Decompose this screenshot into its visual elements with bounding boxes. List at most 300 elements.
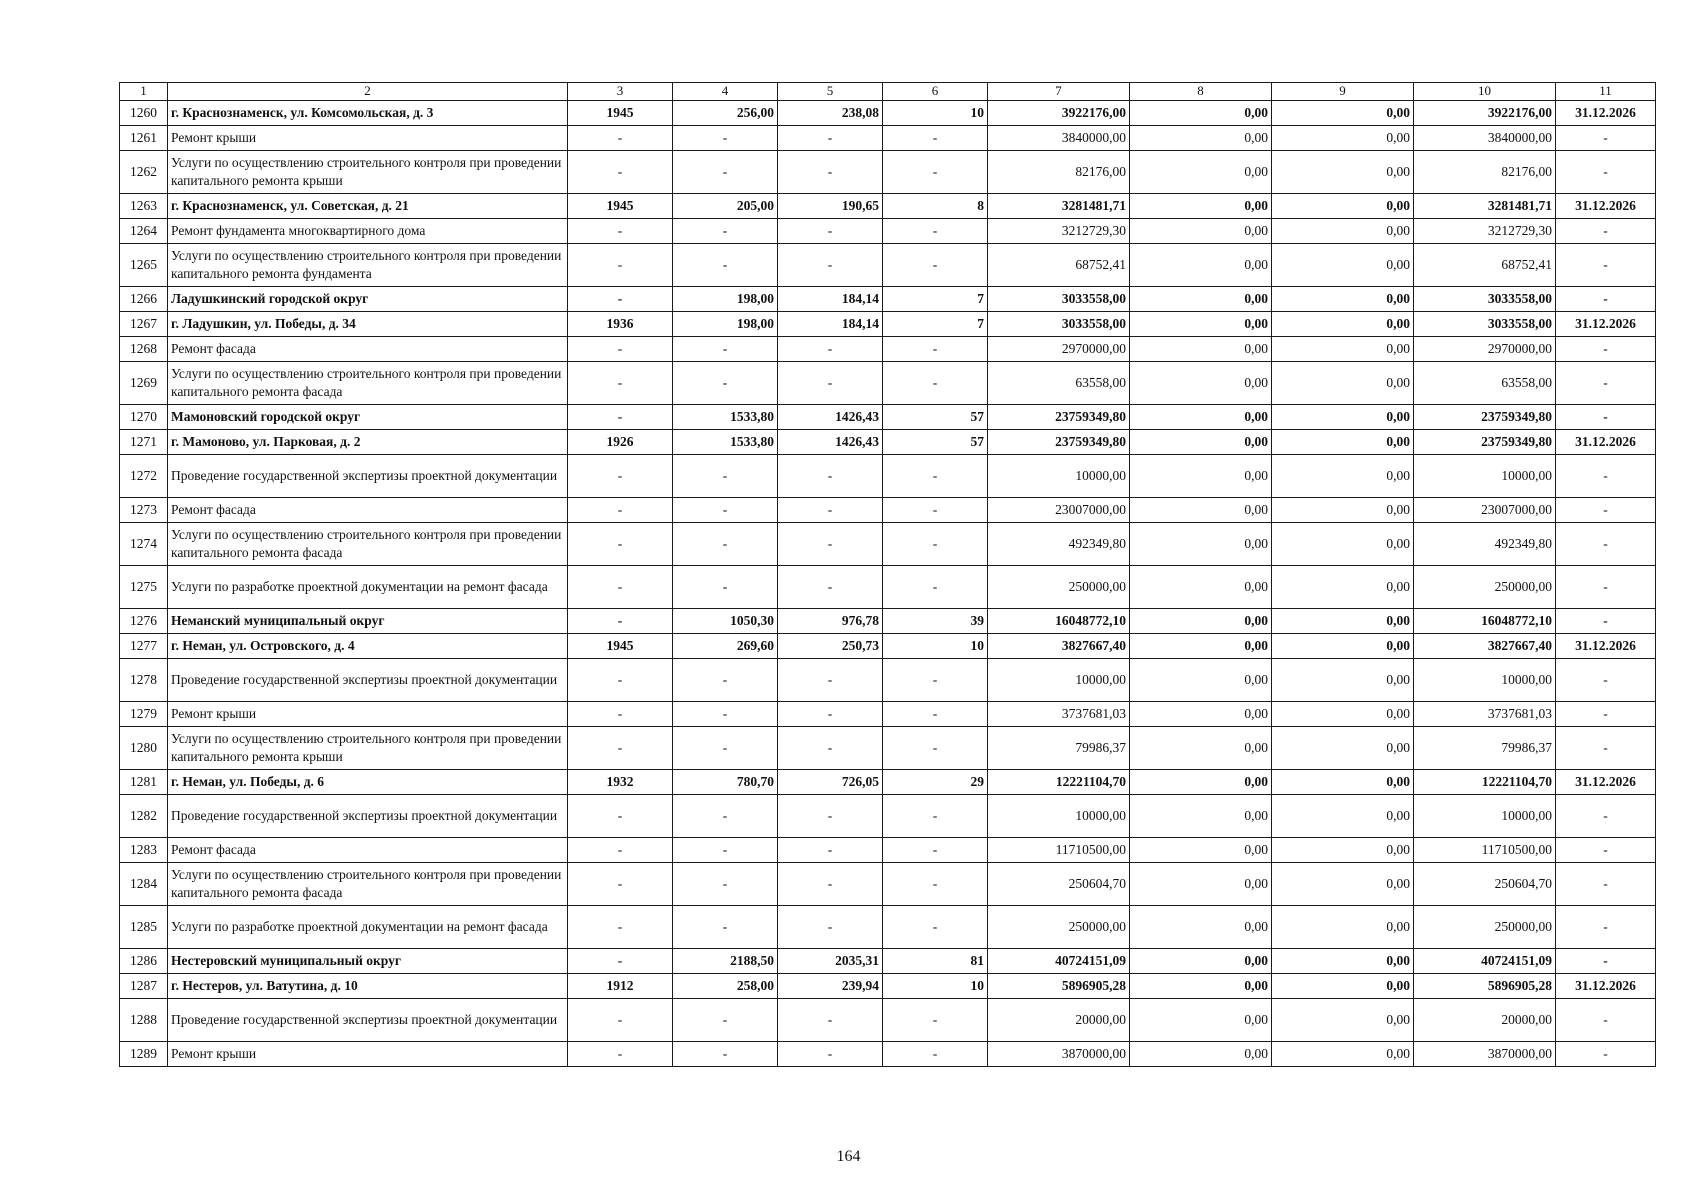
owner-funds-cell: 10000,00 (1414, 659, 1556, 702)
residential-area-cell: - (778, 219, 883, 244)
total-cost-cell: 10000,00 (988, 659, 1130, 702)
column-number-cell: 3 (568, 83, 673, 101)
completion-date-cell: 31.12.2026 (1556, 974, 1656, 999)
completion-date-cell: - (1556, 838, 1656, 863)
item-name-cell: г. Мамоново, ул. Парковая, д. 2 (168, 430, 568, 455)
regional-funds-cell: 0,00 (1272, 405, 1414, 430)
regional-funds-cell: 0,00 (1272, 194, 1414, 219)
total-area-cell: - (673, 244, 778, 287)
total-cost-cell: 23759349,80 (988, 405, 1130, 430)
completion-date-cell: - (1556, 795, 1656, 838)
total-cost-cell: 2970000,00 (988, 337, 1130, 362)
item-name-cell: Услуги по осуществлению строительного контроля при проведении капитального ремонта фундамента (168, 244, 568, 287)
row-index-cell: 1287 (120, 974, 168, 999)
table-row (120, 634, 1656, 659)
federal-funds-cell: 0,00 (1130, 312, 1272, 337)
owner-funds-cell: 11710500,00 (1414, 838, 1556, 863)
column-number-cell: 10 (1414, 83, 1556, 101)
regional-funds-cell: 0,00 (1272, 949, 1414, 974)
federal-funds-cell: 0,00 (1130, 337, 1272, 362)
residential-area-cell: 184,14 (778, 287, 883, 312)
total-cost-cell: 16048772,10 (988, 609, 1130, 634)
item-name-cell: Ремонт фасада (168, 337, 568, 362)
residential-area-cell: - (778, 523, 883, 566)
year-built-cell: - (568, 702, 673, 727)
total-area-cell: - (673, 498, 778, 523)
residents-count-cell: - (883, 362, 988, 405)
total-area-cell: - (673, 455, 778, 498)
residents-count-cell: 29 (883, 770, 988, 795)
column-number-cell: 6 (883, 83, 988, 101)
year-built-cell: - (568, 727, 673, 770)
item-name-cell: Проведение государственной экспертизы проектной документации (168, 659, 568, 702)
total-cost-cell: 3870000,00 (988, 1042, 1130, 1067)
completion-date-cell: - (1556, 1042, 1656, 1067)
regional-funds-cell: 0,00 (1272, 702, 1414, 727)
year-built-cell: - (568, 498, 673, 523)
regional-funds-cell: 0,00 (1272, 566, 1414, 609)
row-index-cell: 1280 (120, 727, 168, 770)
item-name-cell: Проведение государственной экспертизы проектной документации (168, 795, 568, 838)
residents-count-cell: 7 (883, 312, 988, 337)
regional-funds-cell: 0,00 (1272, 1042, 1414, 1067)
total-area-cell: - (673, 337, 778, 362)
total-area-cell: 780,70 (673, 770, 778, 795)
table-row (120, 498, 1656, 523)
residential-area-cell: 250,73 (778, 634, 883, 659)
year-built-cell: - (568, 1042, 673, 1067)
item-name-cell: г. Нестеров, ул. Ватутина, д. 10 (168, 974, 568, 999)
owner-funds-cell: 82176,00 (1414, 151, 1556, 194)
owner-funds-cell: 16048772,10 (1414, 609, 1556, 634)
row-index-cell: 1278 (120, 659, 168, 702)
regional-funds-cell: 0,00 (1272, 659, 1414, 702)
owner-funds-cell: 250604,70 (1414, 863, 1556, 906)
total-area-cell: - (673, 838, 778, 863)
residents-count-cell: - (883, 151, 988, 194)
row-index-cell: 1288 (120, 999, 168, 1042)
federal-funds-cell: 0,00 (1130, 634, 1272, 659)
year-built-cell: - (568, 151, 673, 194)
regional-funds-cell: 0,00 (1272, 634, 1414, 659)
owner-funds-cell: 79986,37 (1414, 727, 1556, 770)
total-cost-cell: 63558,00 (988, 362, 1130, 405)
residents-count-cell: - (883, 1042, 988, 1067)
table-row (120, 194, 1656, 219)
residential-area-cell: - (778, 151, 883, 194)
residential-area-cell: - (778, 795, 883, 838)
item-name-cell: Услуги по осуществлению строительного контроля при проведении капитального ремонта фасада (168, 523, 568, 566)
owner-funds-cell: 3737681,03 (1414, 702, 1556, 727)
owner-funds-cell: 23759349,80 (1414, 405, 1556, 430)
year-built-cell: - (568, 906, 673, 949)
total-cost-cell: 5896905,28 (988, 974, 1130, 999)
total-area-cell: 1050,30 (673, 609, 778, 634)
owner-funds-cell: 250000,00 (1414, 906, 1556, 949)
year-built-cell: - (568, 126, 673, 151)
completion-date-cell: 31.12.2026 (1556, 634, 1656, 659)
row-index-cell: 1269 (120, 362, 168, 405)
federal-funds-cell: 0,00 (1130, 244, 1272, 287)
residential-area-cell: 190,65 (778, 194, 883, 219)
residents-count-cell: 39 (883, 609, 988, 634)
table-row (120, 523, 1656, 566)
owner-funds-cell: 3033558,00 (1414, 287, 1556, 312)
year-built-cell: - (568, 863, 673, 906)
residential-area-cell: - (778, 455, 883, 498)
residents-count-cell: - (883, 999, 988, 1042)
table-row (120, 101, 1656, 126)
completion-date-cell: - (1556, 863, 1656, 906)
federal-funds-cell: 0,00 (1130, 999, 1272, 1042)
residents-count-cell: 57 (883, 405, 988, 430)
owner-funds-cell: 3870000,00 (1414, 1042, 1556, 1067)
table-row (120, 219, 1656, 244)
item-name-cell: г. Ладушкин, ул. Победы, д. 34 (168, 312, 568, 337)
owner-funds-cell: 10000,00 (1414, 795, 1556, 838)
residential-area-cell: 726,05 (778, 770, 883, 795)
total-area-cell: - (673, 659, 778, 702)
table-row (120, 287, 1656, 312)
residential-area-cell: 184,14 (778, 312, 883, 337)
residential-area-cell: - (778, 838, 883, 863)
total-area-cell: - (673, 523, 778, 566)
total-cost-cell: 3827667,40 (988, 634, 1130, 659)
federal-funds-cell: 0,00 (1130, 659, 1272, 702)
residential-area-cell: - (778, 337, 883, 362)
owner-funds-cell: 3922176,00 (1414, 101, 1556, 126)
residential-area-cell: - (778, 906, 883, 949)
residential-area-cell: - (778, 498, 883, 523)
item-name-cell: Проведение государственной экспертизы проектной документации (168, 455, 568, 498)
total-cost-cell: 250000,00 (988, 906, 1130, 949)
total-area-cell: 205,00 (673, 194, 778, 219)
year-built-cell: - (568, 795, 673, 838)
item-name-cell: г. Краснознаменск, ул. Советская, д. 21 (168, 194, 568, 219)
federal-funds-cell: 0,00 (1130, 566, 1272, 609)
year-built-cell: 1912 (568, 974, 673, 999)
completion-date-cell: 31.12.2026 (1556, 194, 1656, 219)
column-number-cell: 7 (988, 83, 1130, 101)
residents-count-cell: - (883, 498, 988, 523)
year-built-cell: - (568, 287, 673, 312)
regional-funds-cell: 0,00 (1272, 244, 1414, 287)
residents-count-cell: - (883, 219, 988, 244)
item-name-cell: Неманский муниципальный округ (168, 609, 568, 634)
item-name-cell: г. Неман, ул. Победы, д. 6 (168, 770, 568, 795)
residents-count-cell: - (883, 795, 988, 838)
table-row (120, 838, 1656, 863)
regional-funds-cell: 0,00 (1272, 838, 1414, 863)
table-row (120, 566, 1656, 609)
federal-funds-cell: 0,00 (1130, 455, 1272, 498)
year-built-cell: - (568, 659, 673, 702)
completion-date-cell: - (1556, 702, 1656, 727)
residents-count-cell: 10 (883, 101, 988, 126)
owner-funds-cell: 12221104,70 (1414, 770, 1556, 795)
total-cost-cell: 11710500,00 (988, 838, 1130, 863)
residents-count-cell: - (883, 727, 988, 770)
total-area-cell: - (673, 999, 778, 1042)
total-cost-cell: 40724151,09 (988, 949, 1130, 974)
table-row (120, 974, 1656, 999)
page-number: 164 (836, 1148, 861, 1165)
table-row (120, 863, 1656, 906)
table-row (120, 795, 1656, 838)
row-index-cell: 1261 (120, 126, 168, 151)
column-number-cell: 2 (168, 83, 568, 101)
item-name-cell: Ремонт фундамента многоквартирного дома (168, 219, 568, 244)
total-area-cell: 258,00 (673, 974, 778, 999)
year-built-cell: 1932 (568, 770, 673, 795)
federal-funds-cell: 0,00 (1130, 405, 1272, 430)
column-number-row (120, 83, 1656, 101)
item-name-cell: г. Краснознаменск, ул. Комсомольская, д. 3 (168, 101, 568, 126)
regional-funds-cell: 0,00 (1272, 795, 1414, 838)
total-area-cell: - (673, 1042, 778, 1067)
total-cost-cell: 12221104,70 (988, 770, 1130, 795)
owner-funds-cell: 40724151,09 (1414, 949, 1556, 974)
regional-funds-cell: 0,00 (1272, 863, 1414, 906)
year-built-cell: 1945 (568, 634, 673, 659)
table-row (120, 337, 1656, 362)
total-area-cell: - (673, 863, 778, 906)
total-area-cell: - (673, 566, 778, 609)
residential-area-cell: - (778, 702, 883, 727)
regional-funds-cell: 0,00 (1272, 498, 1414, 523)
completion-date-cell: 31.12.2026 (1556, 430, 1656, 455)
table-row (120, 430, 1656, 455)
residents-count-cell: - (883, 126, 988, 151)
residents-count-cell: - (883, 455, 988, 498)
residents-count-cell: - (883, 838, 988, 863)
row-index-cell: 1273 (120, 498, 168, 523)
row-index-cell: 1282 (120, 795, 168, 838)
federal-funds-cell: 0,00 (1130, 863, 1272, 906)
regional-funds-cell: 0,00 (1272, 362, 1414, 405)
residential-area-cell: - (778, 727, 883, 770)
federal-funds-cell: 0,00 (1130, 151, 1272, 194)
residents-count-cell: 8 (883, 194, 988, 219)
year-built-cell: - (568, 219, 673, 244)
total-cost-cell: 3033558,00 (988, 312, 1130, 337)
table-row (120, 244, 1656, 287)
total-area-cell: - (673, 702, 778, 727)
total-area-cell: - (673, 906, 778, 949)
federal-funds-cell: 0,00 (1130, 838, 1272, 863)
total-area-cell: 1533,80 (673, 405, 778, 430)
total-cost-cell: 3281481,71 (988, 194, 1130, 219)
table-row (120, 702, 1656, 727)
year-built-cell: - (568, 609, 673, 634)
federal-funds-cell: 0,00 (1130, 126, 1272, 151)
owner-funds-cell: 23007000,00 (1414, 498, 1556, 523)
row-index-cell: 1284 (120, 863, 168, 906)
residential-area-cell: 976,78 (778, 609, 883, 634)
year-built-cell: - (568, 337, 673, 362)
residential-area-cell: - (778, 244, 883, 287)
item-name-cell: Ремонт фасада (168, 498, 568, 523)
residential-area-cell: - (778, 126, 883, 151)
federal-funds-cell: 0,00 (1130, 430, 1272, 455)
completion-date-cell: 31.12.2026 (1556, 770, 1656, 795)
completion-date-cell: - (1556, 727, 1656, 770)
residents-count-cell: 7 (883, 287, 988, 312)
owner-funds-cell: 2970000,00 (1414, 337, 1556, 362)
owner-funds-cell: 20000,00 (1414, 999, 1556, 1042)
row-index-cell: 1260 (120, 101, 168, 126)
total-area-cell: 198,00 (673, 312, 778, 337)
residents-count-cell: 10 (883, 974, 988, 999)
completion-date-cell: - (1556, 362, 1656, 405)
residents-count-cell: - (883, 906, 988, 949)
completion-date-cell: - (1556, 566, 1656, 609)
item-name-cell: Ремонт крыши (168, 126, 568, 151)
residents-count-cell: - (883, 337, 988, 362)
total-area-cell: - (673, 219, 778, 244)
total-cost-cell: 20000,00 (988, 999, 1130, 1042)
federal-funds-cell: 0,00 (1130, 194, 1272, 219)
completion-date-cell: - (1556, 337, 1656, 362)
owner-funds-cell: 3212729,30 (1414, 219, 1556, 244)
table-row (120, 770, 1656, 795)
regional-funds-cell: 0,00 (1272, 974, 1414, 999)
year-built-cell: - (568, 523, 673, 566)
year-built-cell: - (568, 838, 673, 863)
completion-date-cell: - (1556, 151, 1656, 194)
owner-funds-cell: 3840000,00 (1414, 126, 1556, 151)
total-area-cell: 198,00 (673, 287, 778, 312)
total-cost-cell: 492349,80 (988, 523, 1130, 566)
table-row (120, 362, 1656, 405)
row-index-cell: 1285 (120, 906, 168, 949)
regional-funds-cell: 0,00 (1272, 999, 1414, 1042)
owner-funds-cell: 3281481,71 (1414, 194, 1556, 219)
federal-funds-cell: 0,00 (1130, 287, 1272, 312)
regional-funds-cell: 0,00 (1272, 770, 1414, 795)
table-row (120, 151, 1656, 194)
regional-funds-cell: 0,00 (1272, 455, 1414, 498)
owner-funds-cell: 63558,00 (1414, 362, 1556, 405)
table-row (120, 949, 1656, 974)
total-cost-cell: 79986,37 (988, 727, 1130, 770)
residents-count-cell: - (883, 244, 988, 287)
table-row (120, 455, 1656, 498)
residents-count-cell: 81 (883, 949, 988, 974)
item-name-cell: г. Неман, ул. Островского, д. 4 (168, 634, 568, 659)
residential-area-cell: 2035,31 (778, 949, 883, 974)
row-index-cell: 1262 (120, 151, 168, 194)
row-index-cell: 1275 (120, 566, 168, 609)
federal-funds-cell: 0,00 (1130, 727, 1272, 770)
year-built-cell: 1945 (568, 101, 673, 126)
residential-area-cell: - (778, 863, 883, 906)
total-cost-cell: 3840000,00 (988, 126, 1130, 151)
federal-funds-cell: 0,00 (1130, 702, 1272, 727)
table-row (120, 659, 1656, 702)
item-name-cell: Ремонт крыши (168, 702, 568, 727)
residents-count-cell: - (883, 659, 988, 702)
year-built-cell: - (568, 949, 673, 974)
federal-funds-cell: 0,00 (1130, 770, 1272, 795)
total-cost-cell: 3033558,00 (988, 287, 1130, 312)
total-area-cell: - (673, 727, 778, 770)
item-name-cell: Проведение государственной экспертизы проектной документации (168, 999, 568, 1042)
row-index-cell: 1267 (120, 312, 168, 337)
total-cost-cell: 23007000,00 (988, 498, 1130, 523)
federal-funds-cell: 0,00 (1130, 523, 1272, 566)
item-name-cell: Ладушкинский городской округ (168, 287, 568, 312)
completion-date-cell: - (1556, 949, 1656, 974)
residents-count-cell: 10 (883, 634, 988, 659)
table-row (120, 609, 1656, 634)
total-area-cell: 1533,80 (673, 430, 778, 455)
residents-count-cell: - (883, 566, 988, 609)
regional-funds-cell: 0,00 (1272, 906, 1414, 949)
residential-area-cell: - (778, 999, 883, 1042)
year-built-cell: 1945 (568, 194, 673, 219)
completion-date-cell: - (1556, 405, 1656, 430)
regional-funds-cell: 0,00 (1272, 523, 1414, 566)
owner-funds-cell: 3827667,40 (1414, 634, 1556, 659)
regional-funds-cell: 0,00 (1272, 312, 1414, 337)
row-index-cell: 1264 (120, 219, 168, 244)
residents-count-cell: - (883, 863, 988, 906)
completion-date-cell: - (1556, 498, 1656, 523)
completion-date-cell: - (1556, 455, 1656, 498)
year-built-cell: - (568, 455, 673, 498)
item-name-cell: Ремонт крыши (168, 1042, 568, 1067)
column-number-cell: 8 (1130, 83, 1272, 101)
owner-funds-cell: 250000,00 (1414, 566, 1556, 609)
year-built-cell: - (568, 405, 673, 430)
table-row (120, 906, 1656, 949)
year-built-cell: - (568, 362, 673, 405)
row-index-cell: 1281 (120, 770, 168, 795)
residential-area-cell: - (778, 659, 883, 702)
federal-funds-cell: 0,00 (1130, 101, 1272, 126)
regional-funds-cell: 0,00 (1272, 609, 1414, 634)
federal-funds-cell: 0,00 (1130, 1042, 1272, 1067)
year-built-cell: - (568, 566, 673, 609)
regional-funds-cell: 0,00 (1272, 287, 1414, 312)
regional-funds-cell: 0,00 (1272, 430, 1414, 455)
completion-date-cell: - (1556, 609, 1656, 634)
federal-funds-cell: 0,00 (1130, 362, 1272, 405)
item-name-cell: Мамоновский городской округ (168, 405, 568, 430)
item-name-cell: Услуги по осуществлению строительного контроля при проведении капитального ремонта фасада (168, 863, 568, 906)
residential-area-cell: - (778, 1042, 883, 1067)
owner-funds-cell: 492349,80 (1414, 523, 1556, 566)
owner-funds-cell: 23759349,80 (1414, 430, 1556, 455)
total-area-cell: 269,60 (673, 634, 778, 659)
residential-area-cell: 1426,43 (778, 430, 883, 455)
residents-count-cell: - (883, 702, 988, 727)
year-built-cell: 1926 (568, 430, 673, 455)
residential-area-cell: - (778, 362, 883, 405)
total-area-cell: 256,00 (673, 101, 778, 126)
column-number-cell: 11 (1556, 83, 1656, 101)
table-row (120, 727, 1656, 770)
row-index-cell: 1265 (120, 244, 168, 287)
year-built-cell: - (568, 999, 673, 1042)
completion-date-cell: - (1556, 244, 1656, 287)
year-built-cell: - (568, 244, 673, 287)
owner-funds-cell: 3033558,00 (1414, 312, 1556, 337)
total-cost-cell: 23759349,80 (988, 430, 1130, 455)
total-cost-cell: 3922176,00 (988, 101, 1130, 126)
total-cost-cell: 3737681,03 (988, 702, 1130, 727)
